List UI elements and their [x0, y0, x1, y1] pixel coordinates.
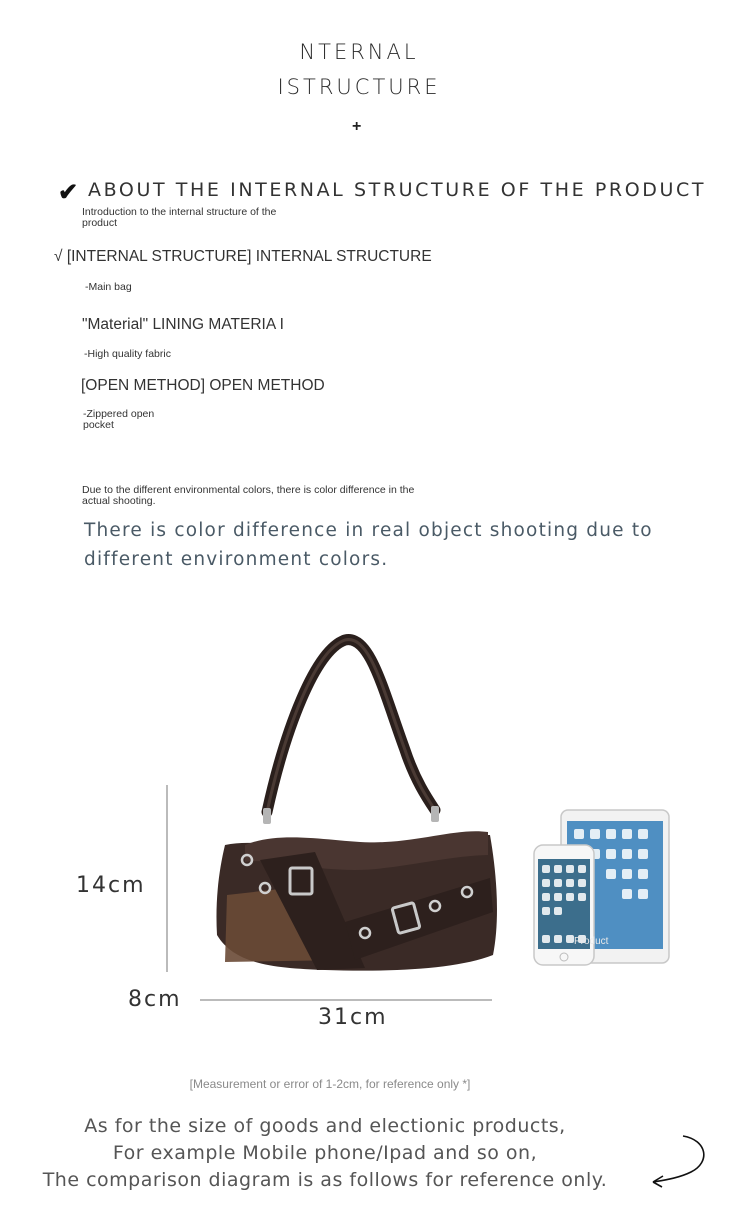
section-subheading: Introduction to the internal structure of the product: [82, 206, 277, 229]
material-value: -High quality fabric: [84, 348, 171, 360]
color-note-small: Due to the different environmental colors, there is color difference in the actual shooting.: [82, 484, 415, 507]
width-label: 31cm: [318, 1005, 388, 1030]
depth-label: 8cm: [128, 987, 182, 1012]
device-product-label: Product: [574, 936, 609, 947]
height-label: 14cm: [76, 873, 146, 898]
measurement-note: [Measurement or error of 1-2cm, for reference only *]: [189, 1077, 471, 1091]
title-line-1: NTERNAL: [299, 40, 419, 64]
material-label: "Material" LINING MATERIA I: [82, 316, 284, 333]
footer-line-2: For example Mobile phone/Ipad and so on,: [112, 1142, 538, 1164]
handbag-image: [205, 630, 505, 990]
section-heading: ABOUT THE INTERNAL STRUCTURE OF THE PRODUCT: [88, 179, 707, 201]
curved-arrow-icon: [645, 1132, 715, 1192]
open-method-label: [OPEN METHOD] OPEN METHOD: [81, 377, 325, 394]
footer-line-3: The comparison diagram is as follows for reference only.: [42, 1169, 608, 1191]
footer-line-1: As for the size of goods and electionic products,: [84, 1115, 566, 1137]
structure-value: -Main bag: [85, 281, 132, 293]
footer-text: [0, 1113, 650, 1194]
open-method-value: -Zippered open pocket: [83, 408, 155, 431]
checkmark-icon: ✔: [58, 179, 79, 206]
structure-label: √ [INTERNAL STRUCTURE] INTERNAL STRUCTURE: [54, 248, 432, 265]
title-line-2: ISTRUCTURE: [277, 75, 441, 99]
plus-icon: +: [352, 118, 362, 135]
color-note-large: There is color difference in real object shooting due to different environment colors.: [84, 520, 653, 570]
